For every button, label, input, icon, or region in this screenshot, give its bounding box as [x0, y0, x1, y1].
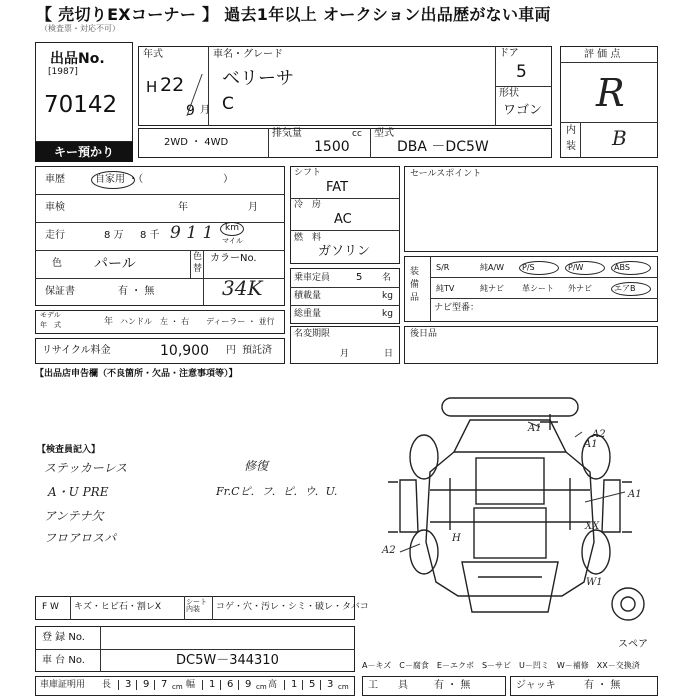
interior-score: B [612, 126, 627, 150]
damage-mark-2: A1 [584, 439, 598, 450]
notes-label: 【出品店申告欄（不良箇所・欠品・注意事項等）】 [35, 369, 238, 379]
cooling-value: AC [334, 212, 352, 227]
equipment-item: S/R [436, 263, 450, 272]
inspector-note-5: 修復 [244, 459, 269, 473]
lot-sub-number: [1987] [48, 67, 78, 77]
certificate-dimension-label: 幅 [186, 680, 196, 690]
inspector-note-2: A・U PRE [48, 485, 109, 499]
recycle-label: リサイクル料金 [42, 345, 111, 356]
condition-items2: コゲ・穴・汚レ・シミ・破レ・タバコ [216, 602, 369, 612]
name-label: 車名・グレード [213, 49, 283, 60]
condition-fw: F W [42, 602, 59, 612]
condition-seat: シート内装 [186, 598, 207, 613]
color-no-value: 34K [222, 276, 263, 300]
damage-mark-1: A1 [528, 423, 542, 434]
certificate-unit: cm [256, 683, 267, 691]
color-change-2: 替 [193, 264, 203, 274]
mileage-label: 走行 [45, 230, 65, 241]
model-year-label-1: モデル [40, 311, 61, 319]
certificate-digit: 6 [220, 680, 233, 690]
inspector-note-1: ステッカーレス [44, 461, 128, 475]
key-badge: キー預かり [35, 142, 133, 162]
car-damage-diagram [370, 382, 670, 632]
damage-legend: A－キズ C－腐食 E－エクボ S－サビ U－凹ミ W－補修 XX－交換済 [362, 661, 640, 670]
recycle-amount: 10,900 [160, 343, 209, 359]
damage-mark-7: XX [585, 521, 600, 532]
shift-value: FAT [326, 180, 349, 195]
jack-label: ジャッキ [516, 680, 556, 691]
equipment-item: エアB [614, 284, 636, 293]
certificate-unit: cm [172, 683, 183, 691]
inspector-note-3: アンテナ欠 [44, 509, 104, 523]
displacement-label: 排気量 [272, 128, 302, 139]
era: H [146, 78, 158, 96]
model-value: DBA －DC5W [397, 139, 489, 155]
certificate-digit: 7 [154, 680, 167, 690]
inspection-label: 車検 [45, 202, 65, 213]
equipment-circle [565, 261, 605, 275]
tools-label: 工 具 [368, 680, 408, 691]
warranty-value: 有 ・ 無 [118, 286, 155, 297]
doors-value: 5 [516, 62, 527, 82]
registration-label: 登 録 No. [42, 632, 85, 643]
chassis-value: DC5W－344310 [176, 653, 279, 668]
color-change-1: 色 [193, 252, 203, 262]
weight-unit: kg [382, 309, 393, 319]
model-year-unit: 年 [104, 317, 114, 327]
drive-options: 2WD ・ 4WD [164, 137, 229, 148]
lot-number: 70142 [44, 92, 118, 118]
certificate-label: 車庫証明用 [40, 680, 86, 690]
load-unit: kg [382, 291, 393, 301]
doors-label: ドア [499, 48, 519, 59]
equipment-item: ABS [614, 263, 630, 272]
model-year-label-2: 年 式 [40, 321, 61, 329]
score-value: R [596, 71, 625, 115]
equipment-item: 革シート [522, 284, 554, 293]
displacement-value: 1500 [314, 139, 350, 155]
cooling-label: 冷 房 [294, 200, 322, 210]
deadline-label: 名変期限 [294, 329, 331, 339]
equipment-item: 純A/W [480, 263, 505, 272]
equipment-item: P/S [522, 263, 535, 272]
shift-label: シフト [294, 168, 322, 178]
equipment-item: 純ナビ [480, 284, 504, 293]
mileage-man: 8 万 [104, 230, 124, 241]
damage-mark-3: A2 [592, 429, 606, 440]
remarks-label: 後日品 [410, 329, 438, 339]
certificate-digit: 1 [202, 680, 215, 690]
year: 22 [160, 74, 185, 96]
inspection-month: 月 [248, 202, 258, 213]
navi-label: ナビ型番： [434, 303, 480, 313]
damage-mark-8: W1 [586, 577, 603, 588]
car-name: ベリーサ [222, 68, 294, 89]
mileage-sen: 8 千 [140, 230, 160, 241]
deadline-month: 月 [340, 349, 350, 359]
recycle-note: 預託済 [242, 345, 272, 356]
lot-number-label: 出品No. [50, 51, 105, 67]
damage-mark-6: H [452, 533, 461, 544]
certificate-digit: 3 [118, 680, 131, 690]
remarks-box [404, 326, 658, 364]
displacement-unit: cc [352, 129, 362, 139]
equipment-item: 外ナビ [568, 284, 592, 293]
month: 9 [186, 103, 195, 119]
model-label: 型式 [374, 128, 394, 139]
history-label: 車歴 [45, 174, 65, 185]
shape-label: 形状 [499, 88, 519, 99]
capacity-unit: 名 [382, 273, 392, 283]
damage-mark-4: A1 [628, 489, 642, 500]
interior-label-2: 装 [566, 141, 576, 152]
interior-label-1: 内 [566, 125, 576, 136]
mileage-unit-mile: マイル [222, 237, 243, 245]
spare-label: スペア [618, 639, 648, 650]
equipment-item: P/W [568, 263, 584, 272]
year-label: 年式 [143, 49, 163, 60]
load-label: 積載量 [294, 291, 322, 301]
certificate-digit: 9 [238, 680, 251, 690]
handle-options: ハンドル 左 ・ 右 [120, 317, 190, 326]
car-grade: C [222, 94, 234, 114]
recycle-unit: 円 [226, 345, 236, 356]
fuel-label: 燃 料 [294, 233, 322, 243]
capacity-label: 乗車定員 [294, 273, 331, 283]
damage-mark-5: A2 [382, 545, 396, 556]
mileage-unit-km: km [225, 223, 239, 233]
color-label: 色 [52, 258, 62, 269]
score-label: 評 価 点 [584, 49, 621, 60]
shape-value: ワゴン [503, 103, 543, 118]
certificate-dimension-label: 長 [102, 680, 112, 690]
capacity-value: 5 [356, 272, 363, 283]
equipment-circle [519, 261, 559, 275]
dealer-options: ディーラー ・ 並行 [206, 317, 275, 326]
fuel-value: ガソリン [318, 244, 371, 259]
equipment-circle [611, 282, 651, 296]
color-value: パール [94, 256, 136, 272]
jack-value: 有 ・ 無 [584, 680, 621, 691]
inspector-label: 【検査員記入】 [37, 445, 101, 455]
condition-items: キズ・ヒビ石・割レX [74, 602, 161, 612]
tools-value: 有 ・ 無 [434, 680, 471, 691]
weight-label: 総重量 [294, 309, 322, 319]
inspection-year: 年 [178, 202, 188, 213]
certificate-digit: 1 [284, 680, 297, 690]
certificate-digit: 3 [320, 680, 333, 690]
inspector-note-4: フロアロスパ [44, 531, 117, 545]
equipment-item: 純TV [436, 284, 455, 293]
equipment-circle [611, 261, 651, 275]
equipment-label: 装備品 [410, 267, 420, 303]
sales-point-label: セールスポイント [410, 169, 482, 179]
certificate-unit: cm [338, 683, 349, 691]
warranty-label: 保証書 [45, 286, 75, 297]
header-scribble: （検査票・対応不可） [40, 24, 120, 33]
mileage-handwritten: 9 1 1 [170, 223, 214, 243]
certificate-dimension-label: 高 [268, 680, 278, 690]
month-unit: 月 [200, 105, 210, 116]
page-banner: 【 売切りEXコーナー 】 過去1年以上 オークション出品歴がない車両 [36, 5, 551, 24]
certificate-digit: 9 [136, 680, 149, 690]
inspector-note-6: Fr.Cピ．フ．ピ．ウ．U. [216, 485, 338, 498]
certificate-digit: 5 [302, 680, 315, 690]
color-no-label: カラーNo. [210, 253, 257, 264]
chassis-label: 車 台 No. [42, 655, 85, 666]
history-options: 自家用 ・（ ） [95, 174, 234, 185]
deadline-day: 日 [384, 349, 394, 359]
